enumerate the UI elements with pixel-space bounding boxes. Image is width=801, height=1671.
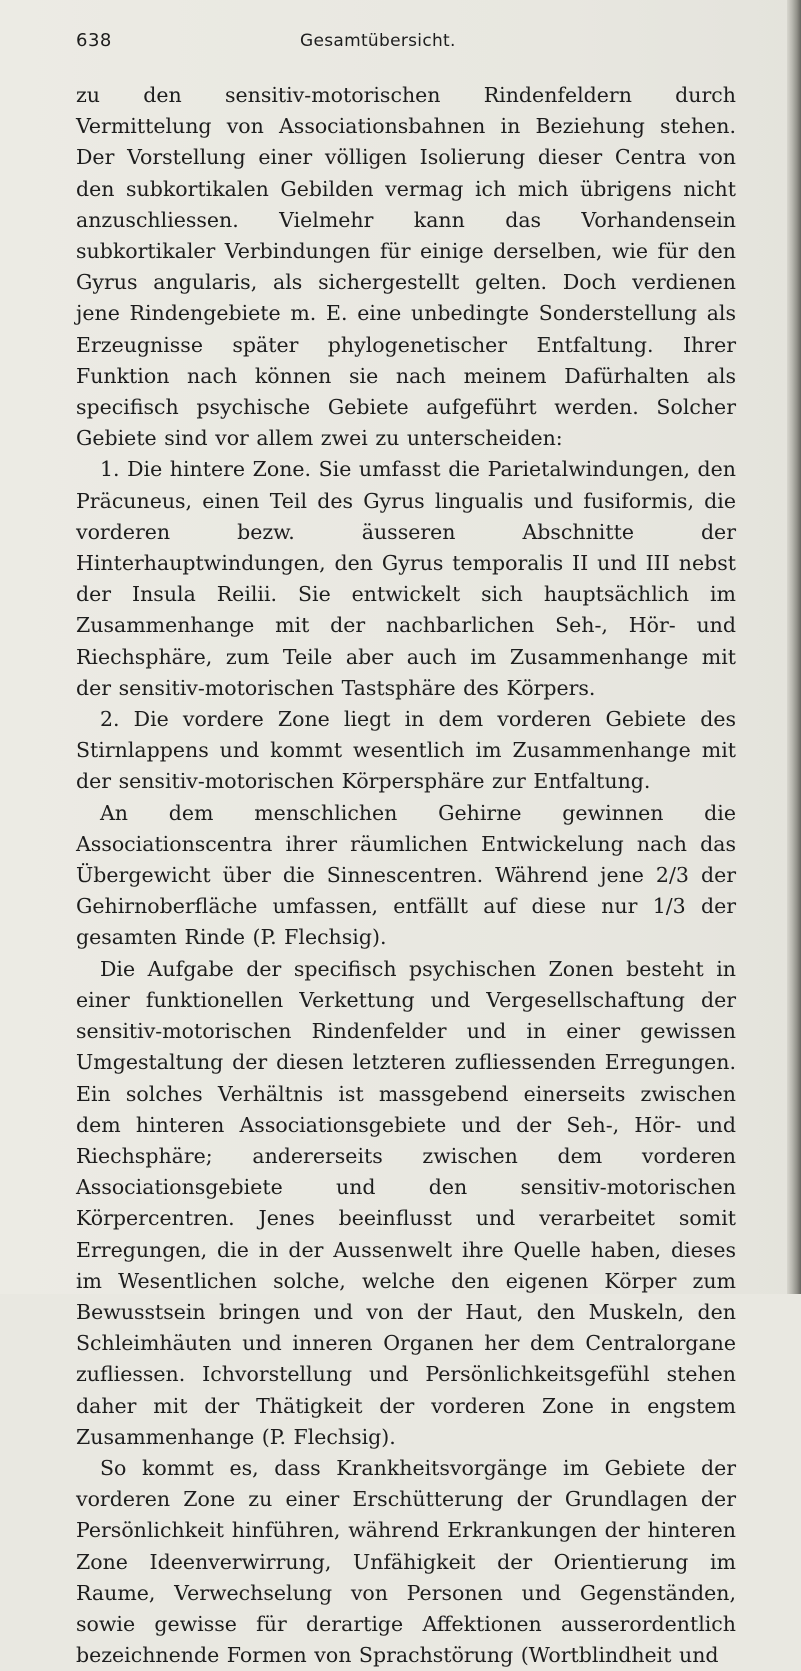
running-title: Gesamtübersicht.: [300, 31, 456, 51]
page-number: 638: [76, 30, 112, 51]
paragraph-vordere-zone: 2. Die vordere Zone liegt in dem vorderen Gebiete des Stirnlappens und kommt wesentlich im Zusammenhange mit der sensitiv-motorischen Körpersphäre zur Entfaltung.: [76, 707, 736, 794]
paragraph-continuation: zu den sensitiv-motorischen Rindenfeldern durch Vermittelung von Associationsbahnen in Beziehung stehen. Der Vorstellung einer völligen Isolierung dieser Centra von den subkortikalen Gebilden vermag ich mich übrigens nicht anzuschliessen. Vielmehr kann das Vorhandensein subkortikaler Verbindungen für einige derselben, wie für den Gyrus angularis, als sichergestellt gelten. Doch verdienen jene Rindengebiete m. E. eine unbedingte Sonderstellung als Erzeugnisse später phylogenetischer Entfaltung. Ihrer Funktion nach können sie nach meinem Dafürhalten als specifisch psychische Gebiete aufgeführt werden. Solcher Gebiete sind vor allem zwei zu unterscheiden:: [76, 83, 736, 451]
paragraph-associationscentra: An dem menschlichen Gehirne gewinnen die Associationscentra ihrer räumlichen Entwickelung nach das Übergewicht über die Sinnescentren. Während jene 2/3 der Gehirnoberfläche umfassen, entfällt auf diese nur 1/3 der gesamten Rinde (P. Flechsig).: [76, 800, 736, 950]
page-edge-shadow: [787, 0, 801, 1294]
page-header: [76, 30, 761, 60]
body-text: [76, 80, 736, 1671]
paragraph-hintere-zone: 1. Die hintere Zone. Sie umfasst die Parietalwindungen, den Präcuneus, einen Teil des Gyrus lingualis und fusiformis, die vorderen bezw. äusseren Abschnitte der Hinterhauptwindungen, den Gyrus temporalis II und III nebst der Insula Reilii. Sie entwickelt sich hauptsächlich im Zusammenhange mit der nachbarlichen Seh-, Hör- und Riechsphäre, zum Teile aber auch im Zusammenhange mit der sensitiv-motorischen Tastsphäre des Körpers.: [76, 457, 736, 700]
paragraph-krankheitsvorgaenge: So kommt es, dass Krankheitsvorgänge im Gebiete der vorderen Zone zu einer Erschütterung der Grundlagen der Persönlichkeit hinführen, während Erkrankungen der hinteren Zone Ideenverwirrung, Unfähigkeit der Orientierung im Raume, Verwechselung von Personen und Gegenständen, sowie gewisse für derartige Affektionen ausserordentlich bezeichnende Formen von Sprachstörung (Wortblindheit und: [76, 1455, 736, 1668]
paragraph-aufgabe: Die Aufgabe der specifisch psychischen Zonen besteht in einer funktionellen Verkettung und Vergesellschaftung der sensitiv-motorischen Rindenfelder und in einer gewissen Umgestaltung der diesen letzteren zufliessenden Erregungen. Ein solches Verhältnis ist massgebend einerseits zwischen dem hinteren Associationsgebiete und der Seh-, Hör- und Riechsphäre; andererseits zwischen dem vorderen Associationsgebiete und den sensitiv-motorischen Körpercentren. Jenes beeinflusst und verarbeitet somit Erregungen, die in der Aussenwelt ihre Quelle haben, dieses im Wesentlichen solche, welche den eigenen Körper zum Bewusstsein bringen und von der Haut, den Muskeln, den Schleimhäuten und inneren Organen her dem Centralorgane zufliessen. Ichvorstellung und Persönlichkeitsgefühl stehen daher mit der Thätigkeit der vorderen Zone in engstem Zusammenhange (P. Flechsig).: [76, 956, 736, 1449]
